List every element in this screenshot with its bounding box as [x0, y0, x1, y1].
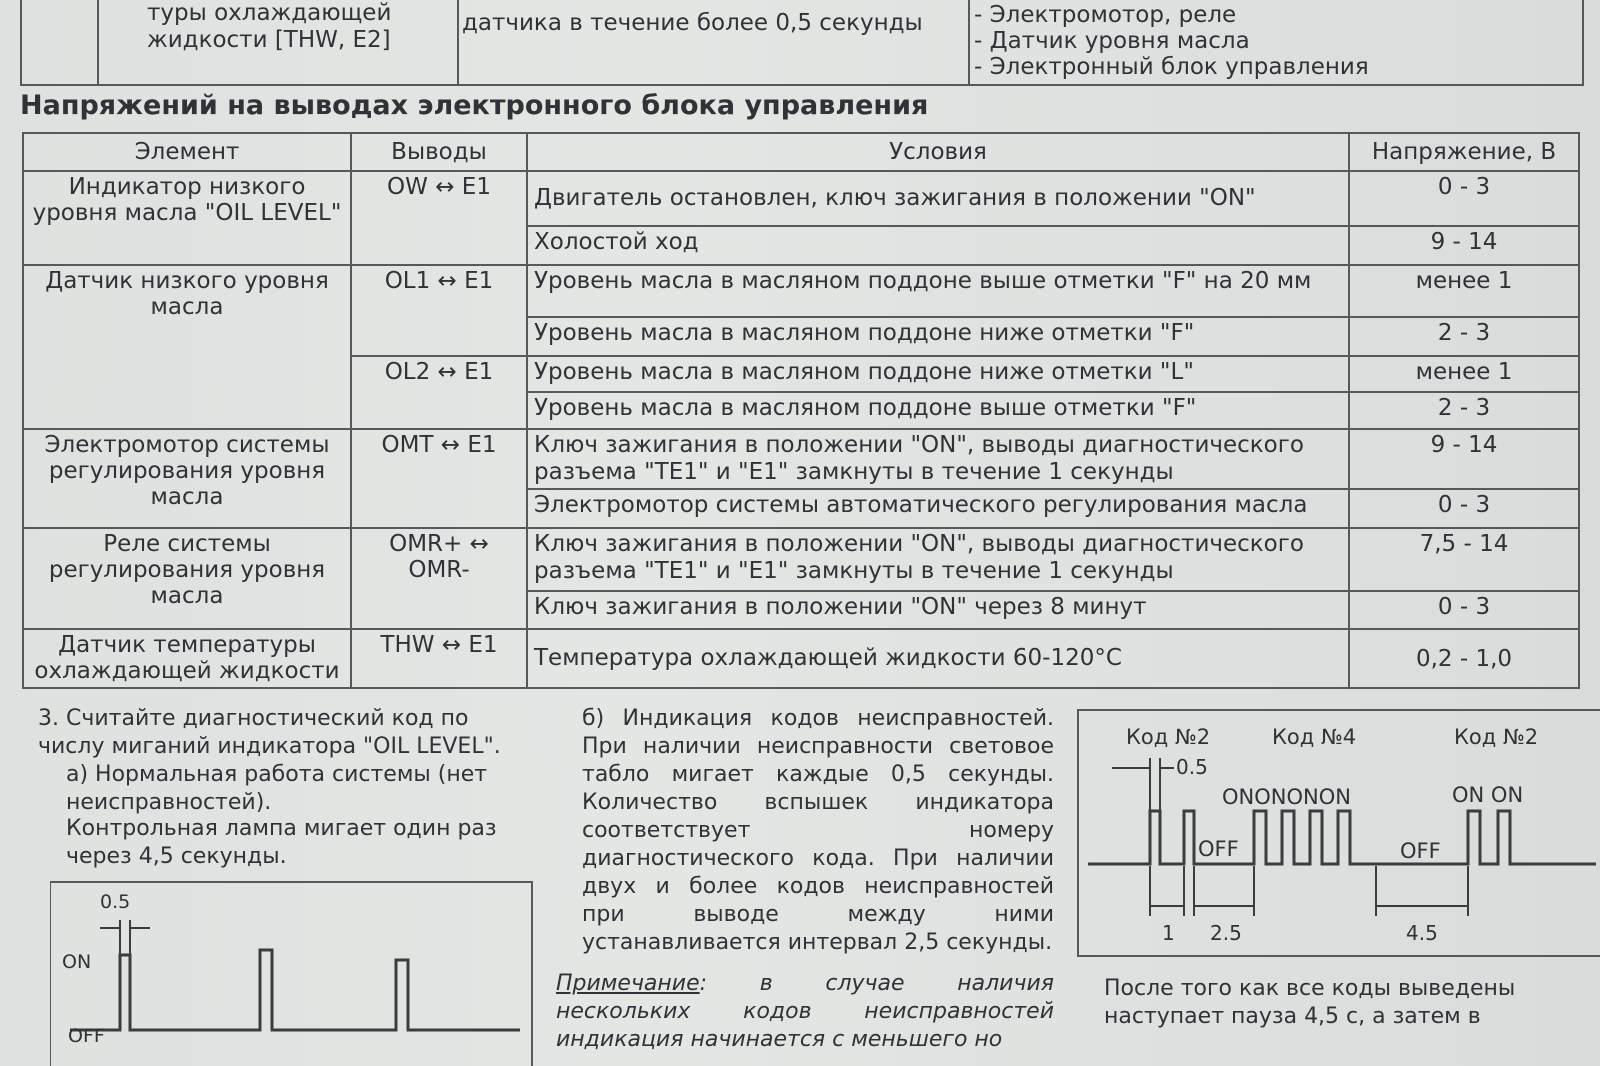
on-label: ON	[62, 951, 92, 973]
step-3-text: 3. Считайте диагностический код по числу миганий индикатора "OIL LEVEL".	[38, 706, 501, 759]
voltage-cell: 0 - 3	[1349, 591, 1579, 629]
fault-codes-text: б) Индикация кодов неисправностей. При наличии неисправности световое табло мигает каждые 0,5 секунды. Количество вспышек индикатора соответствует номеру диагностического кода. При наличии двух и более кодов неисправностей при выводе между ними устанавливается интервал 2,5 секунды.	[582, 706, 1054, 955]
note-text	[556, 970, 1054, 1054]
voltage-cell: менее 1	[1349, 265, 1579, 318]
voltage-cell: 0 - 3	[1349, 489, 1579, 527]
table-divider	[457, 0, 459, 84]
code-label-2: Код №4	[1272, 725, 1357, 749]
element-cell: Датчик низкого уровня масла	[23, 265, 351, 429]
on-group-label-1: ONONONON	[1222, 785, 1351, 809]
on-group-label-2: ON ON	[1452, 783, 1524, 807]
interval-label-3: 4.5	[1406, 921, 1438, 945]
off-label-1: OFF	[1198, 837, 1239, 861]
voltage-table	[22, 132, 1580, 689]
condition-cell: Ключ зажигания в положении "ON", выводы диагностического разъема "TE1" и "E1" замкнуты в течение 1 секунды	[527, 528, 1349, 591]
lamp-blink-text: Контрольная лампа мигает один раз через 4,5 секунды.	[66, 816, 497, 869]
pulse-width-label: 0.5	[100, 891, 131, 913]
top-cell-causes: - Электромотор, реле - Датчик уровня масла - Электронный блок управления	[974, 2, 1369, 80]
pins-cell: OMR+ ↔ OMR-	[351, 528, 527, 629]
condition-cell: Электромотор системы автоматического регулирования масла	[527, 489, 1349, 527]
voltage-cell: 0,2 - 1,0	[1349, 629, 1579, 688]
header-pins: Выводы	[351, 133, 527, 171]
note-label: Примечание	[556, 971, 700, 996]
table-row	[23, 171, 1579, 226]
voltage-cell: 9 - 14	[1349, 429, 1579, 490]
voltage-cell: 2 - 3	[1349, 317, 1579, 355]
after-codes-text: После того как все коды выведены наступает пауза 4,5 с, а затем в	[1104, 976, 1516, 1029]
interval-label-1: 1	[1162, 921, 1175, 945]
normal-operation-text: а) Нормальная работа системы (нет неисправностей).	[66, 762, 488, 815]
code-label-3: Код №2	[1454, 725, 1539, 749]
code-waveform	[1088, 811, 1596, 864]
off-label-2: OFF	[1400, 839, 1441, 863]
note-body: : в случае наличия нескольких кодов неисправностей индикация начинается с меньшего но	[556, 971, 1054, 1052]
section-heading: Напряжений на выводах электронного блока управления	[20, 90, 929, 121]
voltage-cell: 7,5 - 14	[1349, 528, 1579, 591]
voltage-cell: 9 - 14	[1349, 226, 1579, 264]
previous-table-fragment	[20, 0, 1584, 86]
top-cell-parameter: туры охлаждающей жидкости [THW, E2]	[147, 0, 392, 53]
condition-cell: Уровень масла в масляном поддоне ниже отметки "L"	[527, 356, 1349, 392]
condition-cell: Двигатель остановлен, ключ зажигания в положении "ON"	[527, 171, 1349, 226]
table-row	[23, 265, 1579, 318]
condition-cell: Ключ зажигания в положении "ON", выводы диагностического разъема "TE1" и "E1" замкнуты в течение 1 секунды	[527, 429, 1349, 490]
code-label-1: Код №2	[1126, 725, 1211, 749]
voltage-cell: 0 - 3	[1349, 171, 1579, 226]
blink-waveform	[70, 950, 520, 1030]
condition-cell: Уровень масла в масляном поддоне выше отметки "F"	[527, 392, 1349, 428]
table-divider	[97, 0, 99, 84]
table-row	[23, 429, 1579, 490]
pins-cell: OW ↔ E1	[351, 171, 527, 264]
condition-cell: Холостой ход	[527, 226, 1349, 264]
header-conditions: Условия	[527, 133, 1349, 171]
condition-cell: Температура охлаждающей жидкости 60-120°С	[527, 629, 1349, 688]
interval-label-2: 2.5	[1210, 921, 1242, 945]
top-cell-condition: датчика в течение более 0,5 секунды	[462, 10, 923, 36]
header-voltage: Напряжение, В	[1349, 133, 1579, 171]
voltage-cell: 2 - 3	[1349, 392, 1579, 428]
table-row	[23, 528, 1579, 591]
pins-cell: OL1 ↔ E1	[351, 265, 527, 356]
condition-cell: Уровень масла в масляном поддоне выше отметки "F" на 20 мм	[527, 265, 1349, 318]
pins-cell: OL2 ↔ E1	[351, 356, 527, 429]
element-cell: Индикатор низкого уровня масла "OIL LEVEL"	[23, 171, 351, 264]
element-cell: Реле системы регулирования уровня масла	[23, 528, 351, 629]
voltage-cell: менее 1	[1349, 356, 1579, 392]
normal-blink-diagram	[50, 880, 540, 1066]
element-cell: Датчик температуры охлаждающей жидкости	[23, 629, 351, 688]
condition-cell: Ключ зажигания в положении "ON" через 8 минут	[527, 591, 1349, 629]
table-header-row	[23, 133, 1579, 171]
element-cell: Электромотор системы регулирования уровня масла	[23, 429, 351, 528]
header-element: Элемент	[23, 133, 351, 171]
pins-cell: OMT ↔ E1	[351, 429, 527, 528]
condition-cell: Уровень масла в масляном поддоне ниже отметки "F"	[527, 317, 1349, 355]
off-label: OFF	[68, 1025, 105, 1047]
pulse-width-label: 0.5	[1176, 755, 1208, 779]
pins-cell: THW ↔ E1	[351, 629, 527, 688]
table-divider	[968, 0, 970, 84]
fault-code-diagram	[1076, 706, 1600, 960]
table-row	[23, 629, 1579, 688]
